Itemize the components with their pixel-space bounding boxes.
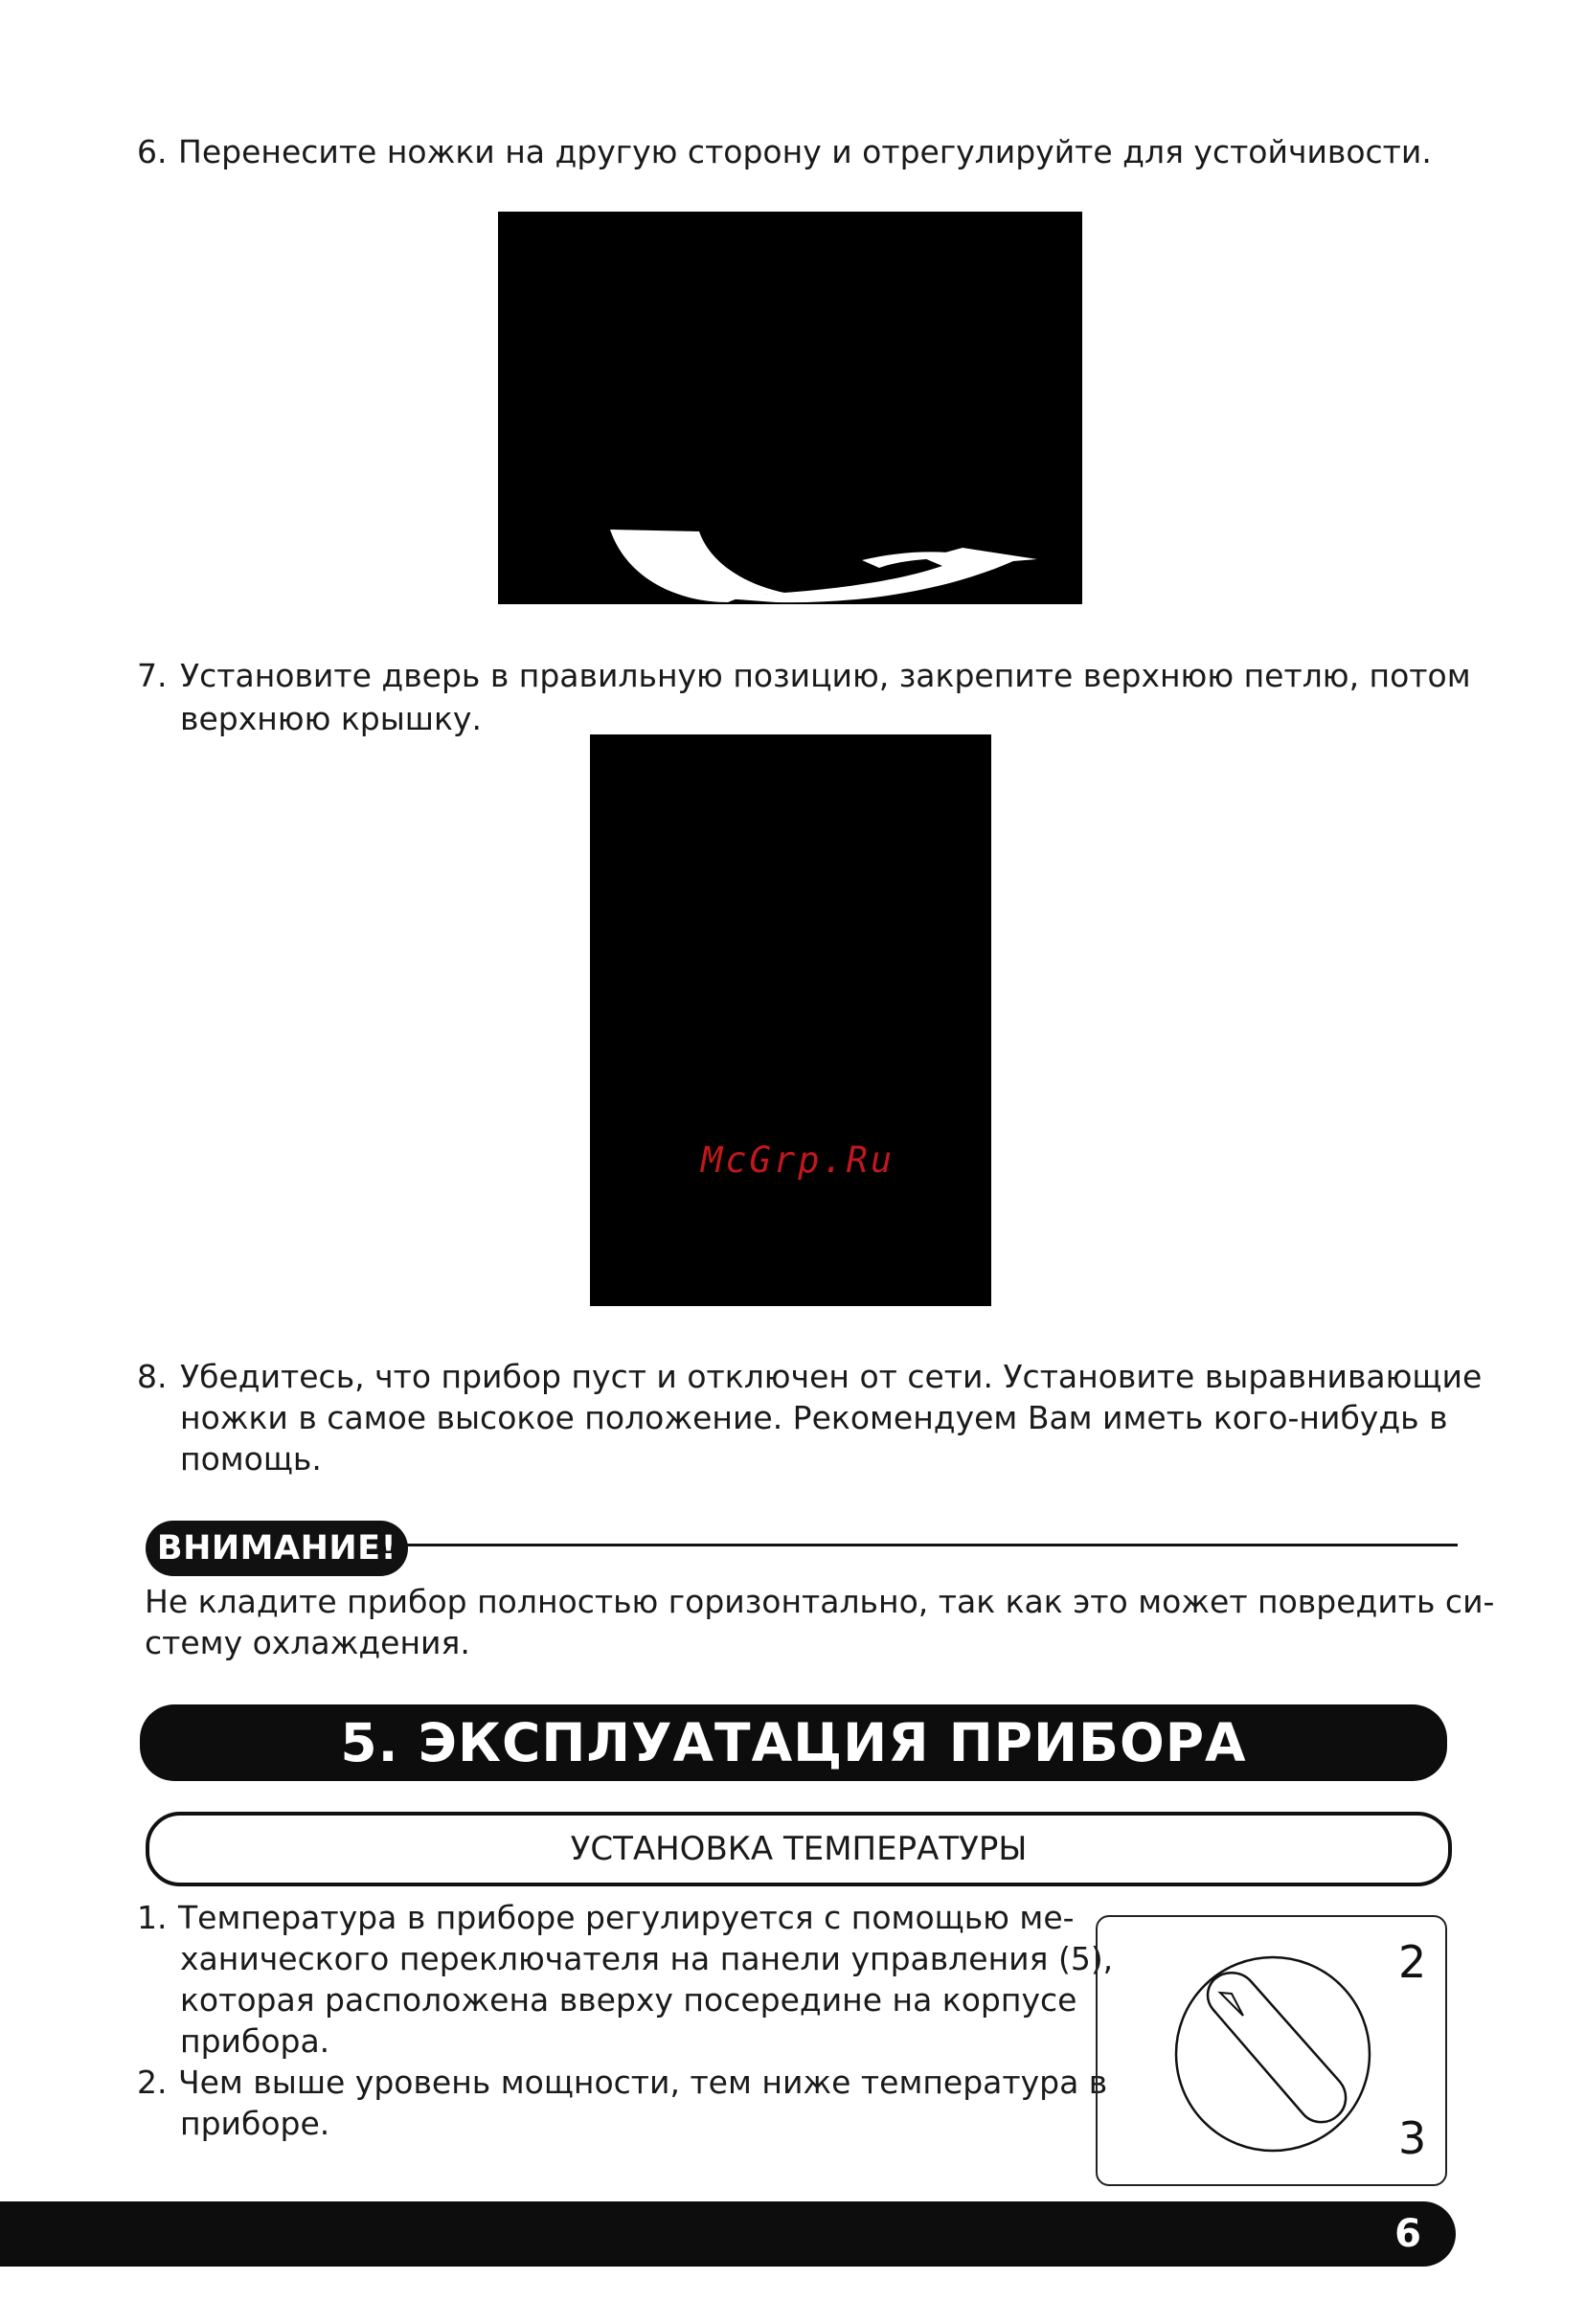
temperature-item-1: [137, 1897, 1114, 2062]
dial-label-top: 2: [1398, 1936, 1427, 1988]
watermark: McGrp.Ru: [701, 1139, 895, 1181]
item-number: 2.: [137, 2064, 168, 2101]
item-text-line-2: приборе.: [180, 2105, 330, 2142]
item-text-line-4: прибора.: [180, 2022, 330, 2060]
step-text-line-1: Убедитесь, что прибор пуст и отключен от сети. Установите выравнивающие: [180, 1358, 1483, 1395]
step-number: 8.: [137, 1358, 168, 1395]
curved-arrow-icon: [498, 212, 1082, 604]
warning-text-line-1: Не кладите прибор полностью горизонтально, так как это может повредить си-: [145, 1583, 1495, 1620]
figure-door-install: [590, 734, 991, 1306]
warning-text: [145, 1581, 1495, 1667]
thermostat-dial-figure: [1096, 1915, 1447, 2186]
item-text-line-3: которая расположена вверху посередине на корпусе: [180, 1981, 1077, 2019]
item-number: 1.: [137, 1899, 168, 1936]
dial-label-bottom: 3: [1398, 2112, 1427, 2164]
dial-knob-icon: [1098, 1917, 1449, 2188]
step-text-line-3: помощь.: [180, 1440, 322, 1478]
item-text-line-1: Температура в приборе регулируется с помощью ме-: [178, 1899, 1075, 1936]
step-text: Перенесите ножки на другую сторону и отрегулируйте для устойчивости.: [178, 133, 1432, 170]
step-text-line-1: Установите дверь в правильную позицию, закрепите верхнюю петлю, потом: [180, 657, 1471, 694]
step-7: [137, 655, 1478, 741]
warning-text-line-2: стему охлаждения.: [145, 1624, 470, 1661]
subsection-title: УСТАНОВКА ТЕМПЕРАТУРЫ: [146, 1812, 1452, 1886]
warning-divider: [406, 1544, 1458, 1546]
warning-badge: ВНИМАНИЕ!: [146, 1521, 408, 1576]
page-number: 6: [1394, 2212, 1421, 2256]
item-text-line-1: Чем выше уровень мощности, тем ниже температура в: [178, 2064, 1108, 2101]
footer-bar: [0, 2201, 1456, 2267]
step-8: [137, 1356, 1483, 1485]
step-text-line-2: верхнюю крышку.: [180, 700, 482, 737]
temperature-item-2: [137, 2062, 1108, 2148]
step-number: 6.: [137, 133, 168, 170]
figure-legs-transfer: [498, 212, 1082, 604]
section-title: 5. ЭКСПЛУАТАЦИЯ ПРИБОРА: [140, 1704, 1447, 1781]
item-text-line-2: ханического переключателя на панели управления (5),: [180, 1940, 1114, 1977]
step-number: 7.: [137, 657, 168, 694]
step-text-line-2: ножки в самое высокое положение. Рекомендуем Вам иметь кого-нибудь в: [180, 1399, 1448, 1436]
